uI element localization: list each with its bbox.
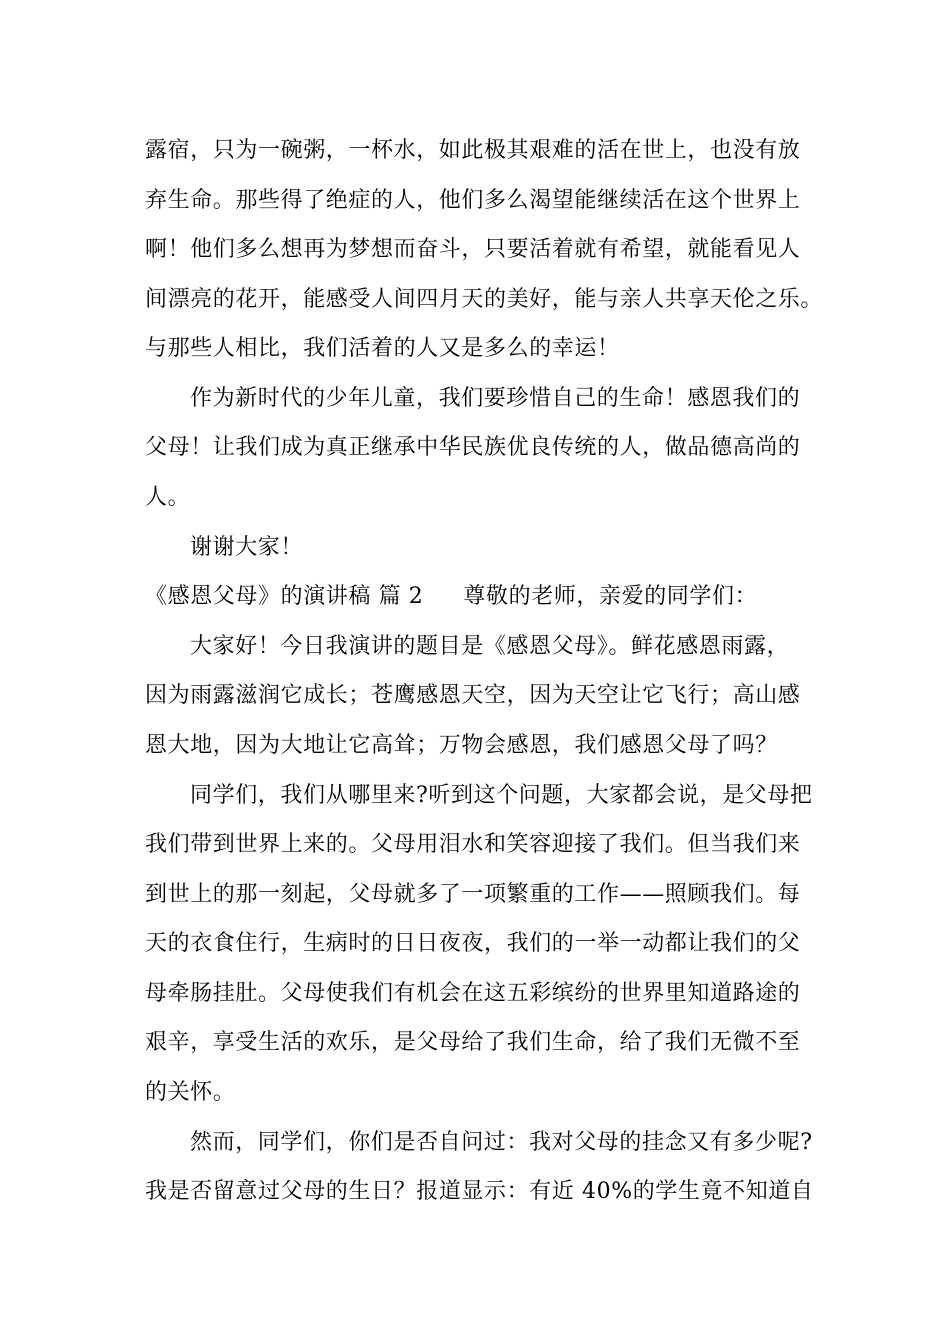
paragraph-line: 我们带到世界上来的。父母用泪水和笑容迎接了我们。但当我们来: [145, 832, 801, 857]
paragraph-line: 我是否留意过父母的生日？报道显示：有近 40%的学生竟不知道自: [145, 1179, 814, 1204]
paragraph-line: 间漂亮的花开，能感受人间四月天的美好，能与亲人共享天伦之乐。: [145, 287, 824, 312]
paragraph-line: 母牵肠挂肚。父母使我们有机会在这五彩缤纷的世界里知道路途的: [145, 981, 801, 1006]
paragraph-line: 因为雨露滋润它成长；苍鹰感恩天空，因为天空让它飞行；高山感: [145, 683, 801, 708]
paragraph-line: 大家好！今日我演讲的题目是《感恩父母》。鲜花感恩雨露，: [190, 634, 790, 659]
section-heading: [145, 577, 757, 617]
paragraph-line: 艰辛，享受生活的欢乐，是父母给了我们生命，给了我们无微不至: [145, 1030, 801, 1055]
paragraph-line: 天的衣食住行，生病时的日日夜夜，我们的一举一动都让我们的父: [145, 931, 801, 956]
paragraph-line: 露宿，只为一碗粥，一杯水，如此极其艰难的活在世上，也没有放: [145, 138, 801, 163]
section-greeting: 尊敬的老师，亲爱的同学们：: [463, 584, 758, 609]
paragraph-line: 恩大地，因为大地让它高耸；万物会感恩，我们感恩父母了吗？: [145, 733, 778, 758]
closing-thanks: 谢谢大家！: [190, 535, 304, 560]
paragraph-line: 啊！他们多么想再为梦想而奋斗，只要活着就有希望，就能看见人: [145, 237, 801, 262]
paragraph-line: 弃生命。那些得了绝症的人，他们多么渴望能继续活在这个世界上: [145, 188, 801, 213]
paragraph-line: 的关怀。: [145, 1080, 236, 1105]
paragraph-line: 到世上的那一刻起，父母就多了一项繁重的工作——照顾我们。每: [145, 882, 801, 907]
paragraph-line: 作为新时代的少年儿童，我们要珍惜自己的生命！感恩我们的: [190, 386, 801, 411]
section-title: 《感恩父母》的演讲稿 篇 2: [145, 584, 424, 609]
paragraph-line: 同学们，我们从哪里来?听到这个问题，大家都会说，是父母把: [190, 783, 813, 808]
paragraph-line: 然而，同学们，你们是否自问过：我对父母的挂念又有多少呢?: [190, 1130, 813, 1155]
paragraph-line: 人。: [145, 485, 191, 510]
paragraph-line: 父母！让我们成为真正继承中华民族优良传统的人，做品德高尚的: [145, 435, 801, 460]
paragraph-line: 与那些人相比，我们活着的人又是多么的幸运！: [145, 336, 620, 361]
